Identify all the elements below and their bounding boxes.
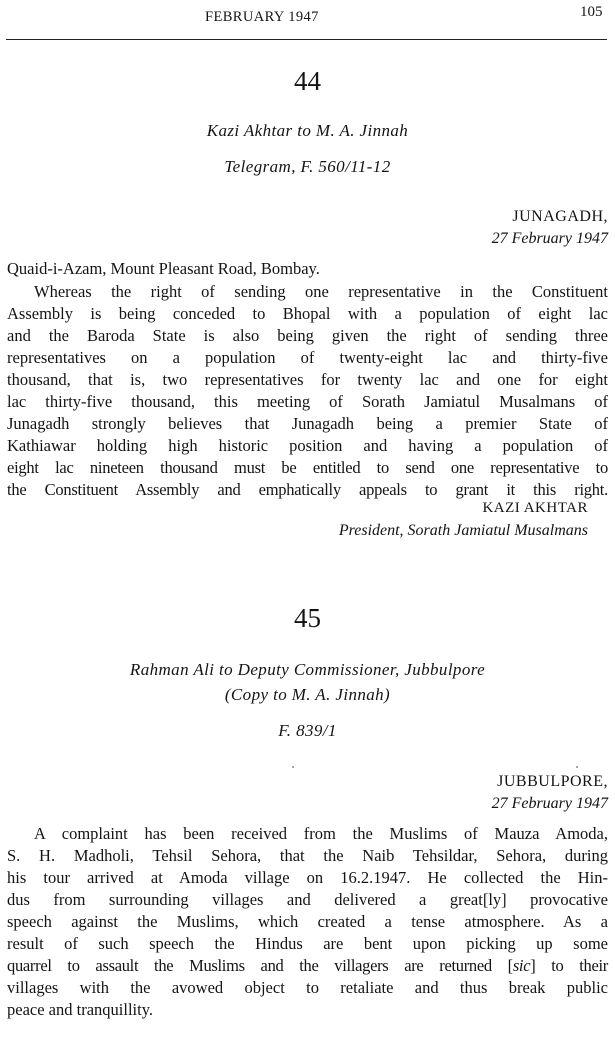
running-header: FEBRUARY 1947 xyxy=(205,9,319,25)
document-44-signatory-title: President, Sorath Jamiatul Musalmans xyxy=(338,522,588,539)
document-44-reference: Telegram, F. 560/11-12 xyxy=(224,157,391,176)
document-44-title: Kazi Akhtar to M. A. Jinnah xyxy=(206,121,409,140)
body-line: representatives on a population of twenty-eight lac and thirty-five xyxy=(7,348,608,367)
body-line: Whereas the right of sending one representative in the Constituent xyxy=(34,282,608,301)
document-45-place: JUBBULPORE, xyxy=(497,773,608,790)
document-44-address: Quaid-i-Azam, Mount Pleasant Road, Bombay. xyxy=(7,259,320,278)
body-line: the Constituent Assembly and emphatically appeals to grant it this right. xyxy=(7,480,608,499)
document-number-44: 44 xyxy=(294,66,321,96)
body-line: eight lac nineteen thousand must be entitled to send one representative to xyxy=(7,458,608,477)
body-line: his tour arrived at Amoda village on 16.2.1947. He collected the Hin- xyxy=(7,868,608,887)
print-speck xyxy=(576,766,578,768)
document-45-date: 27 February 1947 xyxy=(491,795,608,812)
body-line: and the Baroda State is also being given the right of sending three xyxy=(7,326,608,345)
body-line: quarrel to assault the Muslims and the villagers are returned [sic] to their xyxy=(7,956,608,975)
body-line: villages with the avowed object to retaliate and thus break public xyxy=(7,978,608,997)
document-44-signatory: KAZI AKHTAR xyxy=(482,500,588,516)
body-line: dus from surrounding villages and delivered a great[ly] provocative xyxy=(7,890,608,909)
body-line: peace and tranquillity. xyxy=(7,1000,153,1019)
body-line: Assembly is being conceded to Bhopal with a population of eight lac xyxy=(7,304,608,323)
body-line: result of such speech the Hindus are bent upon picking up some xyxy=(7,934,608,953)
document-45-title: Rahman Ali to Deputy Commissioner, Jubbulpore xyxy=(129,660,486,679)
document-44-place: JUNAGADH, xyxy=(512,208,608,225)
document-44-date: 27 February 1947 xyxy=(491,230,608,247)
body-line: Junagadh strongly believes that Junagadh being a premier State of xyxy=(7,414,608,433)
document-number-45: 45 xyxy=(294,603,321,633)
body-line: thousand, that is, two representatives for twenty lac and one for eight xyxy=(7,370,608,389)
print-speck xyxy=(292,766,294,768)
body-line: A complaint has been received from the Muslims of Mauza Amoda, xyxy=(34,824,608,843)
body-line: lac thirty-five thousand, this meeting of Sorath Jamiatul Musalmans of xyxy=(7,392,608,411)
header-rule xyxy=(6,39,607,40)
body-line: Kathiawar holding high historic position and having a population of xyxy=(7,436,608,455)
body-line: S. H. Madholi, Tehsil Sehora, that the Naib Tehsildar, Sehora, during xyxy=(7,846,608,865)
body-line: speech against the Muslims, which created a tense atmosphere. As a xyxy=(7,912,608,931)
page-number: 105 xyxy=(580,4,603,20)
document-45-copy-note: (Copy to M. A. Jinnah) xyxy=(224,685,391,704)
document-45-reference: F. 839/1 xyxy=(278,721,337,740)
